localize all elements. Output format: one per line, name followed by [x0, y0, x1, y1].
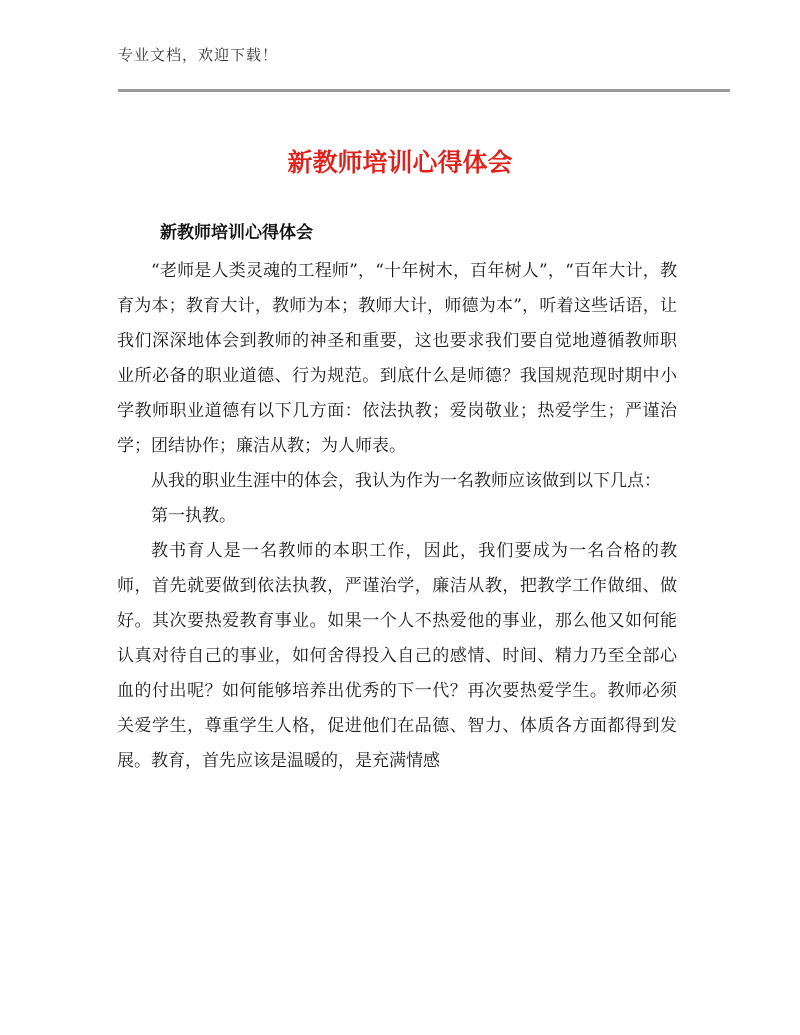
document-body: [117, 254, 677, 779]
header-divider: [118, 89, 730, 92]
page-header-text: 专业文档，欢迎下载！: [118, 46, 279, 64]
document-subtitle: 新教师培训心得体会: [160, 223, 313, 243]
body-paragraph: 第一执教。: [151, 506, 236, 526]
body-paragraph: 教书育人是一名教师的本职工作，因此，我们要成为一名合格的教师，首先就要做到依法执教，严谨治学，廉洁从教，把教学工作做细、做好。其次要热爱教育事业。如果一个人不热爱他的事业，那么他又如何能认真对待自己的事业，如何舍得投入自己的感情、时间、精力乃至全部心血的付出呢？如何能够培养出优秀的下一代？再次要热爱学生。教师必须关爱学生，尊重学生人格，促进他们在品德、智力、体质各方面都得到发展。教育，首先应该是温暖的，是充满情感: [117, 541, 677, 771]
body-paragraph: 从我的职业生涯中的体会，我认为作为一名教师应该做到以下几点：: [151, 471, 661, 491]
body-paragraph: “老师是人类灵魂的工程师”，“十年树木，百年树人”，“百年大计，教育为本；教育大计，教师为本；教师大计，师德为本”，听着这些话语，让我们深深地体会到教师的神圣和重要，这也要求我们要自觉地遵循教师职业所必备的职业道德、行为规范。到底什么是师德？我国规范现时期中小学教师职业道德有以下几方面：依法执教；爱岗敬业；热爱学生；严谨治学；团结协作；廉洁从教；为人师表。: [117, 261, 677, 456]
document-title: 新教师培训心得体会: [287, 148, 513, 177]
